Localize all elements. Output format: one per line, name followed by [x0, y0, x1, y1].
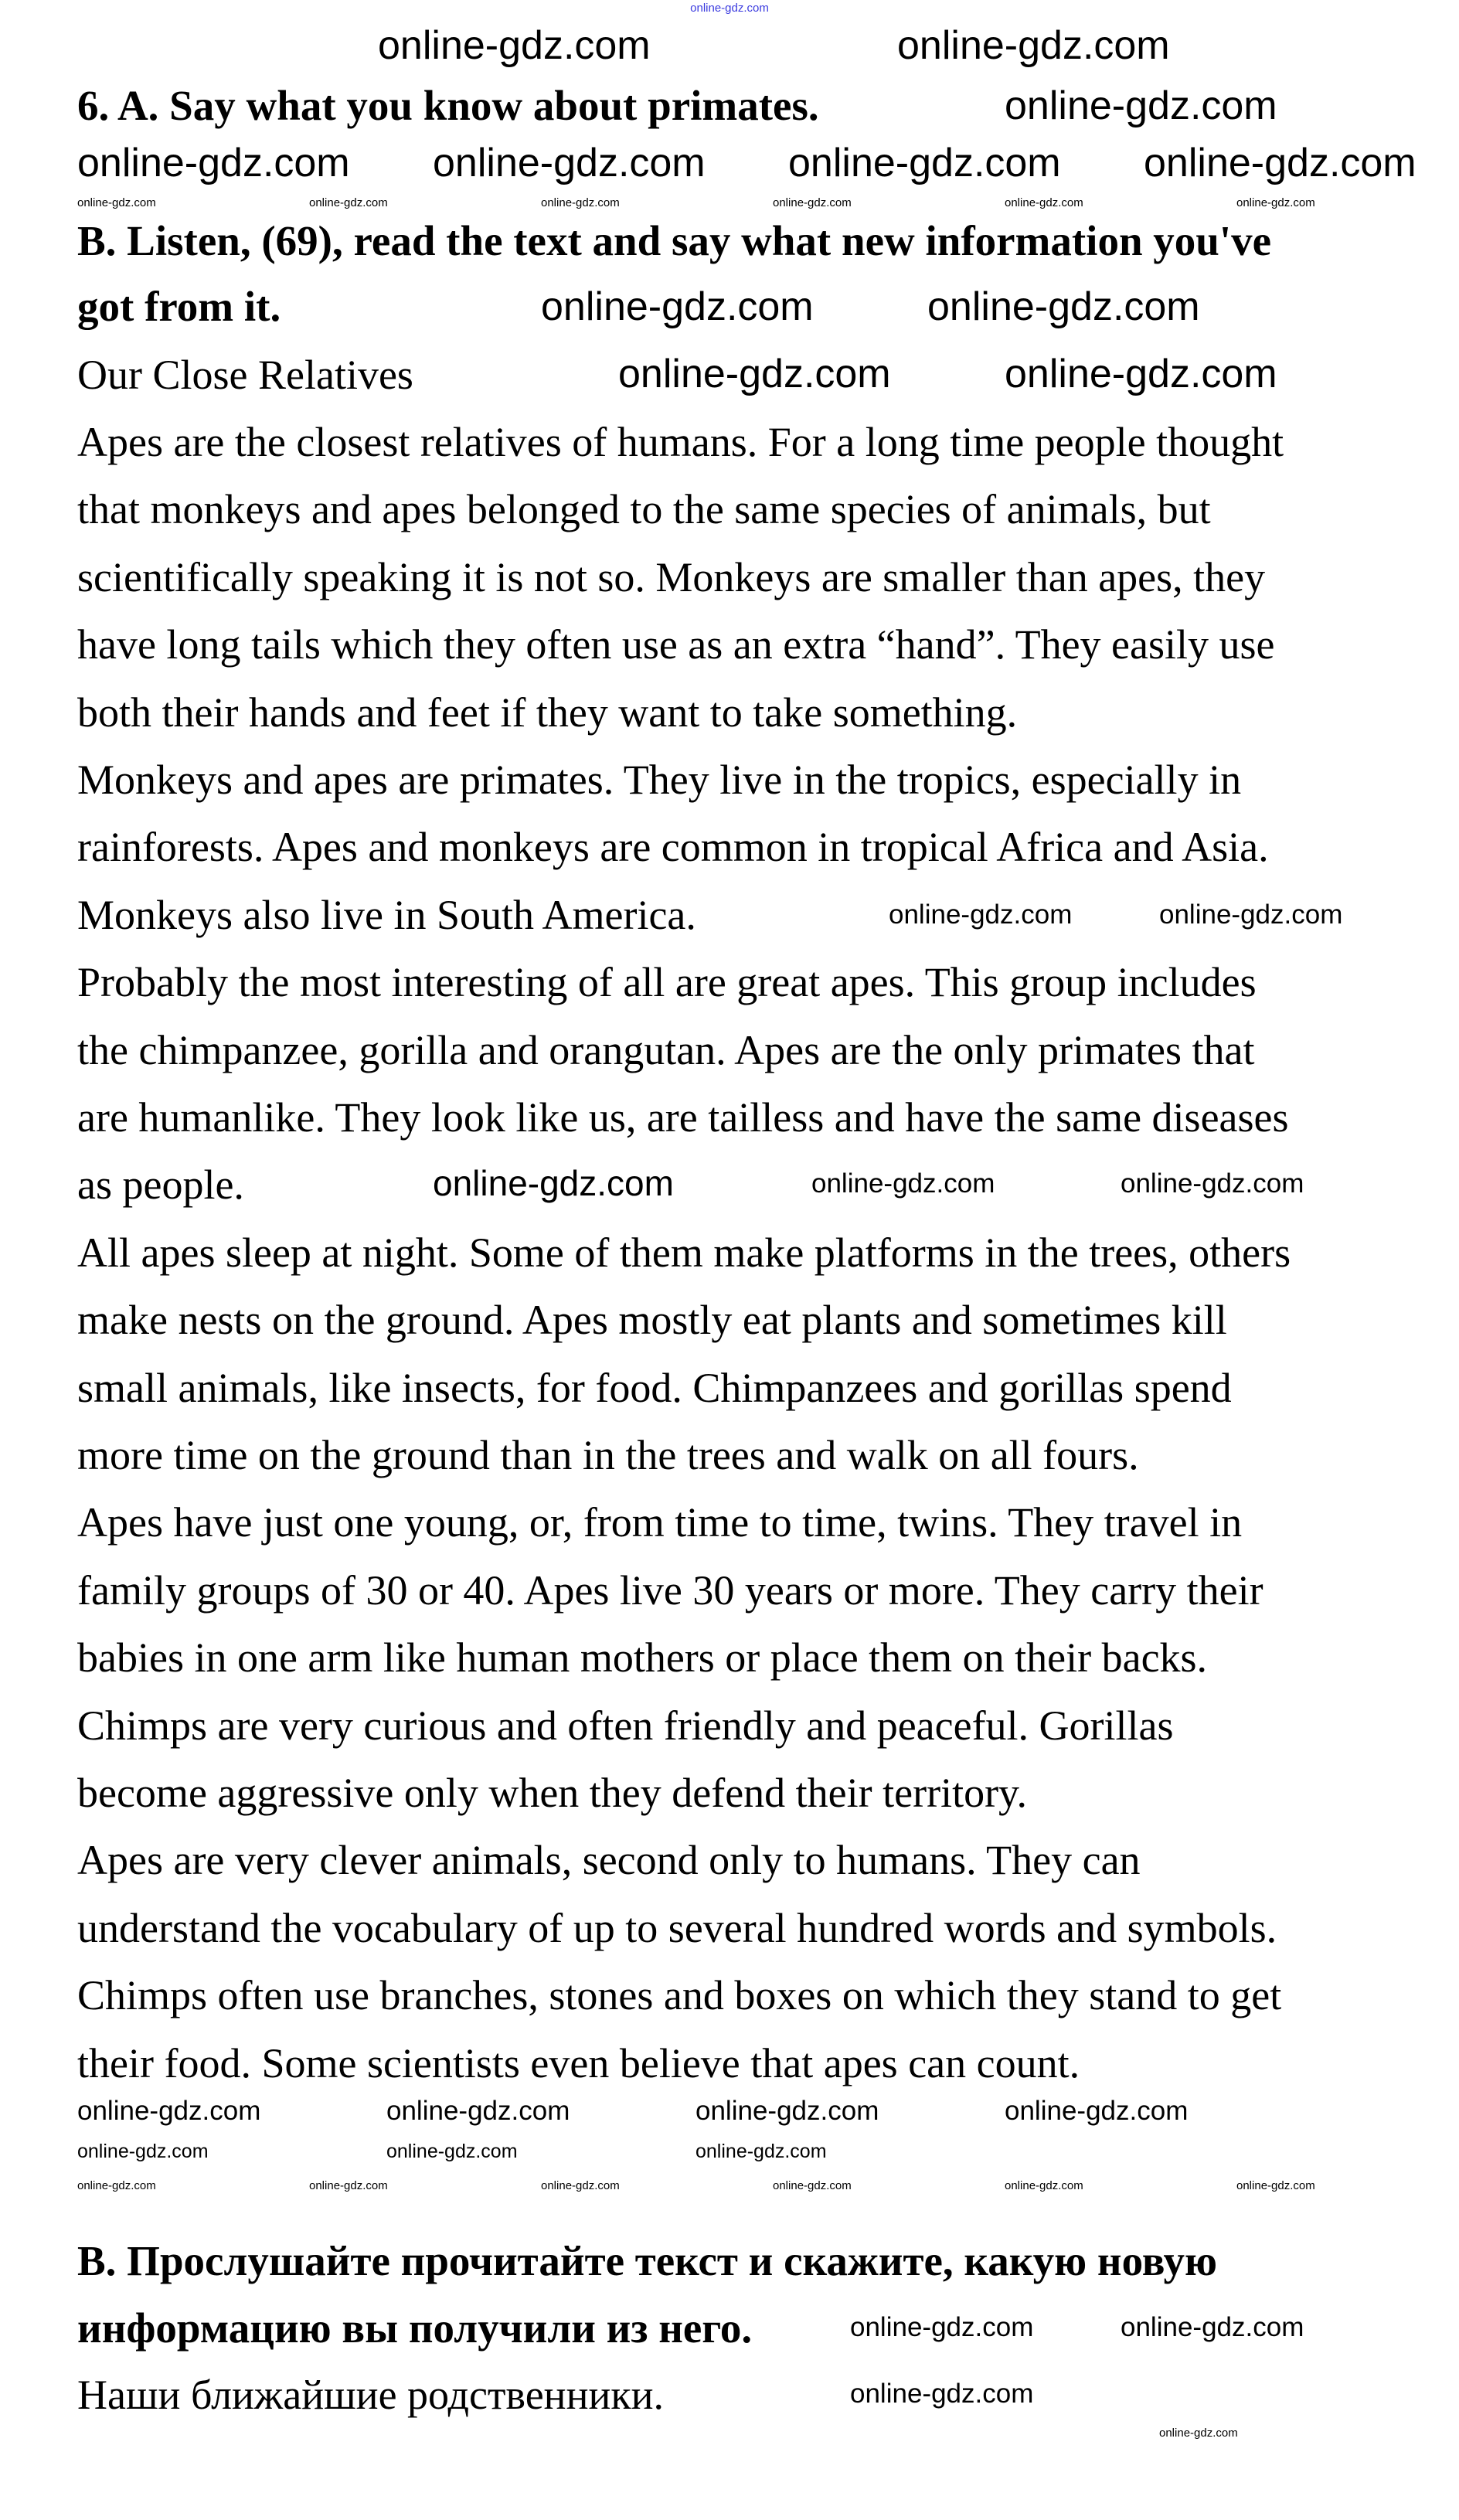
watermark: online-gdz.com [386, 2096, 570, 2126]
translation-heading-line: В. Прослушайте прочитайте текст и скажите, какую новую [77, 2237, 1218, 2284]
watermark: online-gdz.com [1159, 2426, 1238, 2440]
watermark: online-gdz.com [889, 900, 1073, 930]
watermark: online-gdz.com [773, 196, 852, 209]
watermark: online-gdz.com [77, 196, 156, 209]
watermark: online-gdz.com [1236, 2179, 1315, 2192]
watermark: online-gdz.com [1159, 900, 1343, 930]
watermark: online-gdz.com [788, 141, 1061, 185]
watermark: online-gdz.com [850, 2312, 1034, 2342]
text-line: more time on the ground than in the trees and walk on all fours. [77, 1432, 1139, 1478]
heading-b-line: B. Listen, (69), read the text and say what new information you've [77, 217, 1272, 264]
text-line: Monkeys and apes are primates. They live in the tropics, especially in [77, 757, 1242, 803]
text-line: understand the vocabulary of up to several hundred words and symbols. [77, 1904, 1277, 1951]
watermark: online-gdz.com [927, 284, 1200, 329]
watermark: online-gdz.com [695, 2096, 879, 2126]
text-line: make nests on the ground. Apes mostly eat plants and sometimes kill [77, 1297, 1227, 1344]
text-line: their food. Some scientists even believe that apes can count. [77, 2039, 1080, 2086]
text-line: that monkeys and apes belonged to the same species of animals, but [77, 486, 1211, 533]
watermark: online-gdz.com [541, 196, 620, 209]
watermark: online-gdz.com [1236, 196, 1315, 209]
text-line: Chimps are very curious and often friendly and peaceful. Gorillas [77, 1702, 1174, 1749]
watermark: online-gdz.com [77, 2141, 209, 2162]
watermark: online-gdz.com [1121, 2312, 1304, 2342]
text-line: Probably the most interesting of all are great apes. This group includes [77, 959, 1257, 1006]
text-line: Apes have just one young, or, from time to time, twins. They travel in [77, 1499, 1243, 1546]
watermark: online-gdz.com [433, 1163, 674, 1203]
text-line: small animals, like insects, for food. Chimpanzees and gorillas spend [77, 1364, 1232, 1411]
text-line: family groups of 30 or 40. Apes live 30 years or more. They carry their [77, 1566, 1263, 1614]
text-line: have long tails which they often use as an extra “hand”. They easily use [77, 621, 1275, 668]
text-line: are humanlike. They look like us, are tailless and have the same diseases [77, 1094, 1289, 1141]
text-line: babies in one arm like human mothers or place them on their backs. [77, 1634, 1208, 1682]
watermark: online-gdz.com [1005, 2179, 1083, 2192]
watermark: online-gdz.com [897, 23, 1170, 68]
text-line: scientifically speaking it is not so. Monkeys are smaller than apes, they [77, 553, 1266, 600]
heading-b-line: got from it. [77, 283, 281, 330]
watermark: online-gdz.com [77, 2179, 156, 2192]
watermark: online-gdz.com [811, 1168, 995, 1199]
heading-a: 6. A. Say what you know about primates. [77, 82, 819, 129]
text-line: Monkeys also live in South America. [77, 891, 696, 938]
watermark: online-gdz.com [1121, 1168, 1304, 1199]
text-title: Our Close Relatives [77, 352, 413, 398]
translation-heading-line: информацию вы получили из него. [77, 2304, 753, 2352]
watermark: online-gdz.com [1005, 83, 1277, 128]
translation-title: Наши ближайшие родственники. [77, 2372, 665, 2418]
watermark: online-gdz.com [1005, 196, 1083, 209]
watermark: online-gdz.com [618, 352, 891, 396]
watermark: online-gdz.com [541, 284, 814, 329]
top-watermark: online-gdz.com [690, 2, 769, 15]
watermark: online-gdz.com [433, 141, 706, 185]
watermark: online-gdz.com [695, 2141, 827, 2162]
watermark: online-gdz.com [378, 23, 651, 68]
watermark: online-gdz.com [1144, 141, 1416, 185]
watermark: online-gdz.com [850, 2379, 1034, 2409]
watermark: online-gdz.com [1005, 2096, 1189, 2126]
watermark: online-gdz.com [309, 196, 388, 209]
watermark: online-gdz.com [541, 2179, 620, 2192]
text-line: the chimpanzee, gorilla and orangutan. Apes are the only primates that [77, 1026, 1255, 1073]
watermark: online-gdz.com [773, 2179, 852, 2192]
text-line: Apes are the closest relatives of humans. For a long time people thought [77, 419, 1284, 465]
watermark: online-gdz.com [77, 141, 350, 185]
text-line: as people. [77, 1161, 244, 1209]
watermark: online-gdz.com [1005, 352, 1277, 396]
watermark: online-gdz.com [309, 2179, 388, 2192]
text-line: Apes are very clever animals, second only to humans. They can [77, 1837, 1141, 1884]
text-line: both their hands and feet if they want to take something. [77, 689, 1018, 736]
text-line: Chimps often use branches, stones and boxes on which they stand to get [77, 1972, 1282, 2019]
text-line: become aggressive only when they defend their territory. [77, 1770, 1028, 1816]
watermark: online-gdz.com [77, 2096, 261, 2126]
text-line: rainforests. Apes and monkeys are common in tropical Africa and Asia. [77, 824, 1269, 871]
text-line: All apes sleep at night. Some of them make platforms in the trees, others [77, 1229, 1291, 1276]
watermark: online-gdz.com [386, 2141, 518, 2162]
